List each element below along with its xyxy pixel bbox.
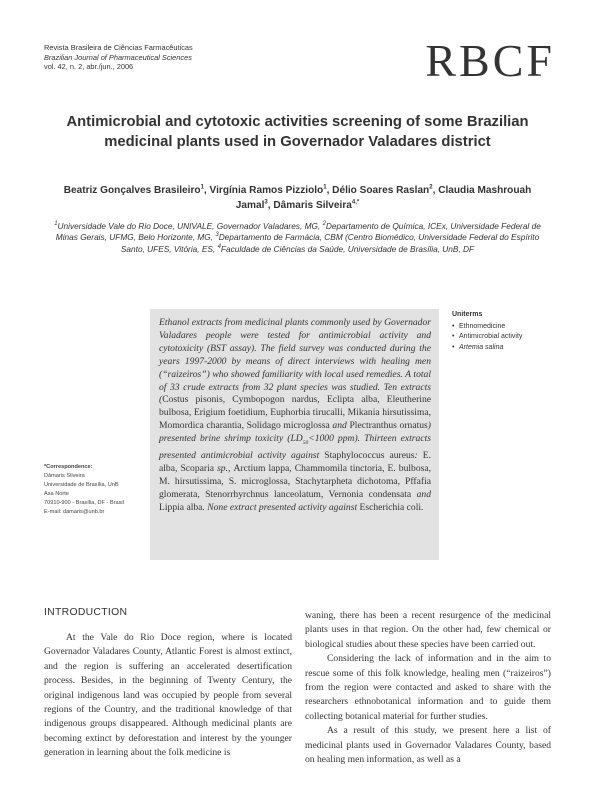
uniterms-heading: Uniterms [452,311,483,318]
paragraph: As a result of this study, we present here a list of medicinal plants used in Governador Valadares County, based on healing men information, as well as a [305,725,551,766]
author: Dâmaris Silveira [273,200,352,211]
author: Délio Soares Raslan [332,185,430,196]
body-column-right [305,609,551,767]
uniterm-item: • Artemia salina [452,343,562,354]
uniterms [452,310,562,354]
paragraph: waning, there has been a recent resurgence of the medicinal plants uses in that region. On the other had, few chemical or biological studies about these species have been carried out. [305,610,551,650]
correspondence [44,463,149,517]
author-list: Beatriz Gonçalves Brasileiro$^1$, Virgínia Ramos Pizziolo$^1$, Délio Soares Raslan$^2$, Claudia Mashrouah Jamal$^3$, Dâmaris Silveira$^{4,*}$ [63,184,532,211]
journal-info [44,43,193,72]
correspondence-email: E-mail: damaris@unb.br [44,509,105,515]
paragraph: Considering the lack of information and in the aim to rescue some of this folk knowledge, healing men (“raizeiros”) from the region were contacted and asked to share with the researchers ethnobotanical information and to guide them collecting botanical material for further studies. [305,653,551,722]
author: Claudia Mashrouah Jamal [235,185,532,211]
body-column-left [44,631,292,761]
section-heading: INTRODUCTION [44,607,128,618]
paragraph: At the Vale do Rio Doce region, where is located Governador Valadares County, Atlantic Forest is almost extinct, and the region is suffering an accelerated desertification process. Besides, in the beginning of Twenty Century, the original indigenous land was occupied by people from several regions of the Country, and the traditional knowledge of that indigenous groups disappeared. Although medicinal plants are becoming extinct by deforestation and interest by the younger generation in learning about the folk medicine is [44,632,292,759]
author: Virgínia Ramos Pizziolo [209,185,324,196]
journal-name-pt: Revista Brasileira de Ciências Farmacêuticas [44,43,193,52]
journal-name-en: Brazilian Journal of Pharmaceutical Sciences [44,52,192,62]
author: Beatriz Gonçalves Brasileiro [63,185,201,196]
correspondence-line: Dâmaris Silveira [44,473,85,479]
uniterm-item: • Antimicrobial activity [452,332,562,343]
affiliations: $^1$Universidade Vale do Rio Doce, UNIVALE, Governador Valadares, MG, $^2$Departamento de Química, ICEx, Universidade Federal de Minas Gerais, UFMG, Belo Horizonte, MG, $^3$Departamento de Farmácia, CBM (Centro Biomédico, Universidade Federal do Espírito Santo, UFES, Vitória, ES, $^4$Faculdade de Ciências da Saúde, Universidade de Brasília, UnB, DF [54,221,541,254]
journal-issue: vol. 42, n. 2, abr./jun., 2006 [44,62,134,72]
correspondence-line: Asa Norte [44,491,69,497]
article-title: Antimicrobial and cytotoxic activities screening of some Brazilian medicinal plants used in Governador Valadares district [66,114,529,150]
correspondence-heading: *Correspondence: [44,464,93,470]
abstract-box: Ethanol extracts from medicinal plants commonly used by Governador Valadares people were tested for antimicrobial activity and cytotoxicity (BST assay). The field survey was conducted during the years 1997-2000 by means of direct interviews with healing men (“raizeiros”) who showed familiarity with local used remedies. A total of 33 crude extracts from 32 plant species was studied. Ten extracts (Costus pisonis, Cymbopogon nardus, Eclipta alba, Eleutherine bulbosa, Erigium foetidium, Euphorbia tirucalli, Mikania hirsutissima, Momordica charantia, Solidago microglossa and Plectranthus ornatus) presented brine shrimp toxicity ($LD_{50}<1000$ ppm). Thirteen extracts presented antimicrobial activity against Staphylococcus aureus: E. alba, Scoparia sp., Arctium lappa, Chammomila tinctoria, E. bulbosa, M. hirsutissima, S. microglossa, Stachytarpheta dichotoma, Pffafia glomerata, Stenorrhyrchnus lanceolatum, Vernonia condensata and Lippia alba. None extract presented activity against Escherichia coli. [150,309,439,560]
journal-logo: RBCF [425,35,555,86]
correspondence-line: 70910-900 - Brasília, DF - Brasil [44,500,124,506]
correspondence-line: Universidade de Brasília, UnB [44,482,119,488]
uniterm-item: • Ethnomedicine [452,322,562,333]
